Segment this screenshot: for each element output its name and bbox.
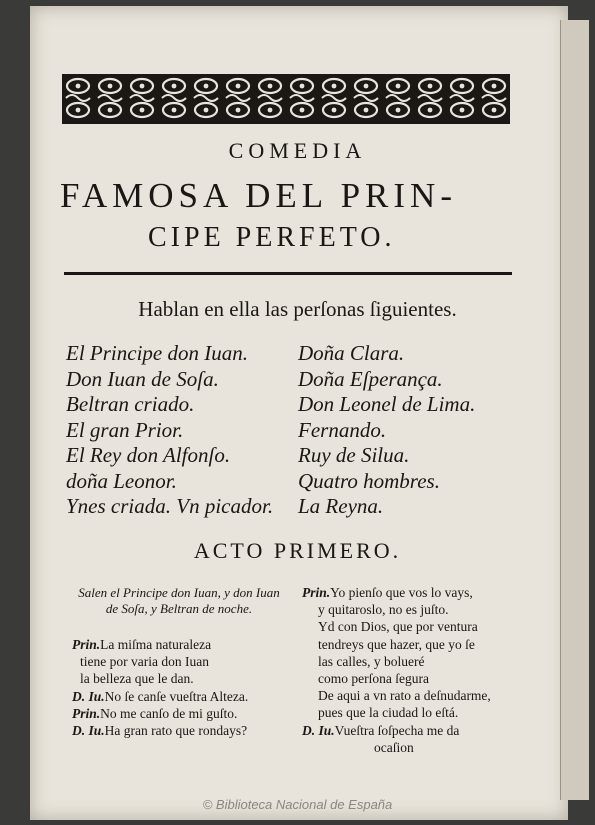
dialogue-line [72, 688, 248, 705]
dialogue-line [302, 584, 491, 601]
verse-text: pues que la ciudad lo eſtá. [318, 705, 459, 721]
page-edge [560, 20, 589, 800]
verse-text: la belleza que le dan. [80, 671, 194, 687]
cast-member: Doña Clara. [298, 341, 405, 365]
verse-text: No ſe canſe vueſtra Alteza. [104, 688, 249, 704]
dialogue-line [302, 687, 491, 704]
cast-member: Ynes criada. Vn picador. [66, 494, 274, 518]
verse-text: Ha gran rato que rondays? [104, 722, 248, 738]
dialogue-line [72, 636, 248, 653]
verse-text: Yo pienſo que vos lo vays, [330, 585, 473, 600]
title-line-3: CIPE PERFETO. [148, 222, 396, 253]
dialogue-line [72, 653, 248, 670]
dialogue-column-right [302, 584, 491, 756]
cast-list-left [66, 341, 273, 520]
dialogue-line [302, 704, 491, 721]
dialogue-line [302, 722, 491, 739]
dialogue-line [302, 739, 491, 756]
speaker-label: D. Iu. [302, 722, 335, 738]
stage-direction-line: Salen el Principe don Iuan, y don Iuan [78, 585, 280, 600]
cast-member: La Reyna. [298, 494, 384, 518]
verse-text: La miſma naturaleza [100, 637, 212, 652]
verse-text: No me canſo de mi guſto. [100, 705, 238, 721]
verse-text: ocaſion [374, 739, 414, 755]
cast-member: El Principe don Iuan. [66, 341, 248, 365]
library-credit: © Biblioteca Nacional de España [202, 797, 393, 812]
dialogue-line [72, 722, 248, 739]
dialogue-line [302, 618, 491, 635]
dramatis-personae-heading: Hablan en ella las perſonas ſiguientes. [138, 297, 457, 321]
stage-direction [64, 585, 294, 617]
dialogue-line [72, 705, 248, 722]
verse-text: como perſona ſegura [318, 670, 429, 686]
speaker-label: D. Iu. [72, 722, 105, 738]
verse-text: tiene por varia don Iuan [80, 654, 209, 670]
speaker-label: Prin. [72, 637, 101, 652]
title-rule [64, 272, 512, 275]
verse-text: De aqui a vn rato a deſnudarme, [318, 688, 491, 704]
title-line-1: COMEDIA [228, 138, 367, 163]
cast-member: El Rey don Alfonſo. [66, 443, 231, 467]
stage-direction-line: de Soſa, y Beltran de noche. [105, 601, 253, 616]
cast-member: doña Leonor. [66, 468, 177, 493]
dialogue-line [302, 653, 491, 670]
title-line-2: FAMOSA DEL PRIN- [60, 176, 457, 215]
act-title: ACTO PRIMERO. [193, 538, 402, 563]
speaker-label: D. Iu. [72, 688, 105, 704]
verse-text: y quitaroslo, no es juſto. [318, 602, 449, 618]
cast-member: Don Iuan de Soſa. [66, 366, 219, 391]
cast-member: Fernando. [298, 417, 387, 442]
cast-list-right [298, 341, 475, 520]
cast-member: Doña Eſperança. [298, 366, 443, 391]
cast-member: El gran Prior. [66, 417, 184, 442]
verse-text: Yd con Dios, que por ventura [318, 619, 478, 635]
dialogue-column-left [72, 636, 248, 739]
dialogue-line [302, 636, 491, 653]
verse-text: Vueſtra ſoſpecha me da [334, 722, 460, 738]
speaker-label: Prin. [72, 705, 101, 721]
verse-text: tendreys que hazer, que yo ſe [318, 636, 475, 652]
cast-member: Don Leonel de Lima. [298, 392, 476, 416]
decorative-ornament-band [62, 72, 510, 126]
verse-text: las calles, y bolueré [318, 653, 425, 669]
dialogue-line [72, 670, 248, 687]
cast-member: Ruy de Silua. [298, 443, 410, 467]
cast-member: Quatro hombres. [298, 468, 440, 493]
cast-member: Beltran criado. [66, 392, 195, 416]
speaker-label: Prin. [302, 585, 331, 600]
dialogue-line [302, 601, 491, 618]
dialogue-line [302, 670, 491, 687]
